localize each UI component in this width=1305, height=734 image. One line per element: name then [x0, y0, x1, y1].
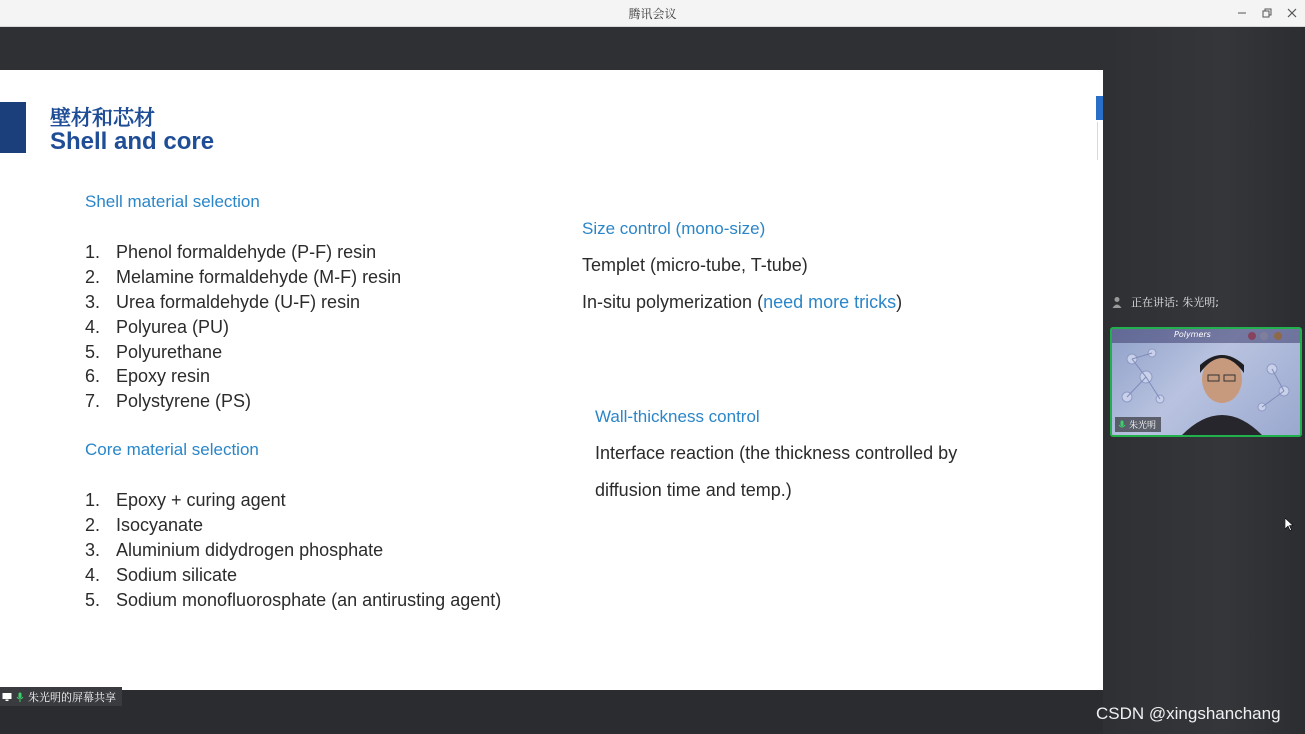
person-icon — [1111, 296, 1123, 308]
size-line-2: In-situ polymerization (need more tricks) — [582, 292, 903, 312]
close-icon — [1287, 8, 1297, 18]
slide-title-cn: 壁材和芯材 — [50, 106, 155, 130]
highlight-text: need more tricks — [763, 292, 897, 312]
wall-heading: Wall-thickness control — [595, 407, 760, 426]
wall-line-1: Interface reaction (the thickness controlled by — [595, 443, 958, 463]
shared-screen — [0, 27, 1103, 734]
participant-name-tag: 朱光明 — [1115, 417, 1161, 432]
minimize-button[interactable] — [1232, 3, 1252, 23]
slide-top-band — [0, 27, 1103, 70]
mouse-cursor-icon — [1285, 518, 1293, 531]
slide-title-en: Shell and core — [50, 128, 215, 155]
screen-share-tag[interactable] — [0, 687, 122, 706]
list-item: 7. Polystyrene (PS) — [85, 391, 252, 412]
participant-panel — [1103, 27, 1305, 734]
core-heading: Core material selection — [85, 440, 259, 459]
restore-icon — [1262, 8, 1272, 18]
close-button[interactable] — [1282, 3, 1302, 23]
minimize-icon — [1237, 8, 1247, 18]
list-item: 3. Aluminium didydrogen phosphate — [85, 539, 384, 560]
speaking-indicator — [1111, 293, 1301, 311]
slide-edge-marker — [1096, 96, 1103, 120]
list-item: 6. Epoxy resin — [85, 366, 211, 387]
shell-list — [85, 240, 401, 414]
list-item: 5. Sodium monofluorosphate (an antirusting agent) — [85, 589, 502, 610]
speaking-label: 正在讲话: 朱光明; — [1131, 296, 1219, 309]
shell-heading: Shell material selection — [85, 192, 260, 211]
slide — [0, 70, 1103, 690]
list-item: 4. Sodium silicate — [85, 564, 238, 585]
slide-edge-line — [1097, 122, 1098, 160]
window-title: 腾讯会议 — [628, 7, 677, 21]
core-list — [85, 488, 501, 612]
screen-share-icon — [2, 692, 12, 702]
screen-share-label: 朱光明的屏幕共享 — [28, 690, 116, 704]
window-titlebar — [0, 0, 1305, 27]
list-item: 1. Phenol formaldehyde (P-F) resin — [85, 242, 377, 262]
list-item: 1. Epoxy + curing agent — [85, 490, 286, 510]
size-line-1: Templet (micro-tube, T-tube) — [582, 255, 808, 275]
share-bottom-strip — [0, 690, 1103, 734]
list-item: 3. Urea formaldehyde (U-F) resin — [85, 291, 361, 312]
slide-accent-bar — [0, 102, 26, 153]
size-heading: Size control (mono-size) — [582, 219, 766, 238]
wall-line-2: diffusion time and temp.) — [595, 480, 792, 500]
list-item: 2. Melamine formaldehyde (M-F) resin — [85, 266, 402, 287]
video-overlay-text: Polymers — [1174, 330, 1211, 339]
restore-button[interactable] — [1257, 3, 1277, 23]
microphone-icon — [15, 692, 25, 702]
list-item: 4. Polyurea (PU) — [85, 316, 230, 337]
list-item: 5. Polyurethane — [85, 341, 223, 362]
list-item: 2. Isocyanate — [85, 514, 204, 535]
watermark: CSDN @xingshanchang — [1096, 704, 1281, 723]
participant-video-tile[interactable] — [1110, 327, 1302, 437]
microphone-icon — [1118, 420, 1126, 430]
